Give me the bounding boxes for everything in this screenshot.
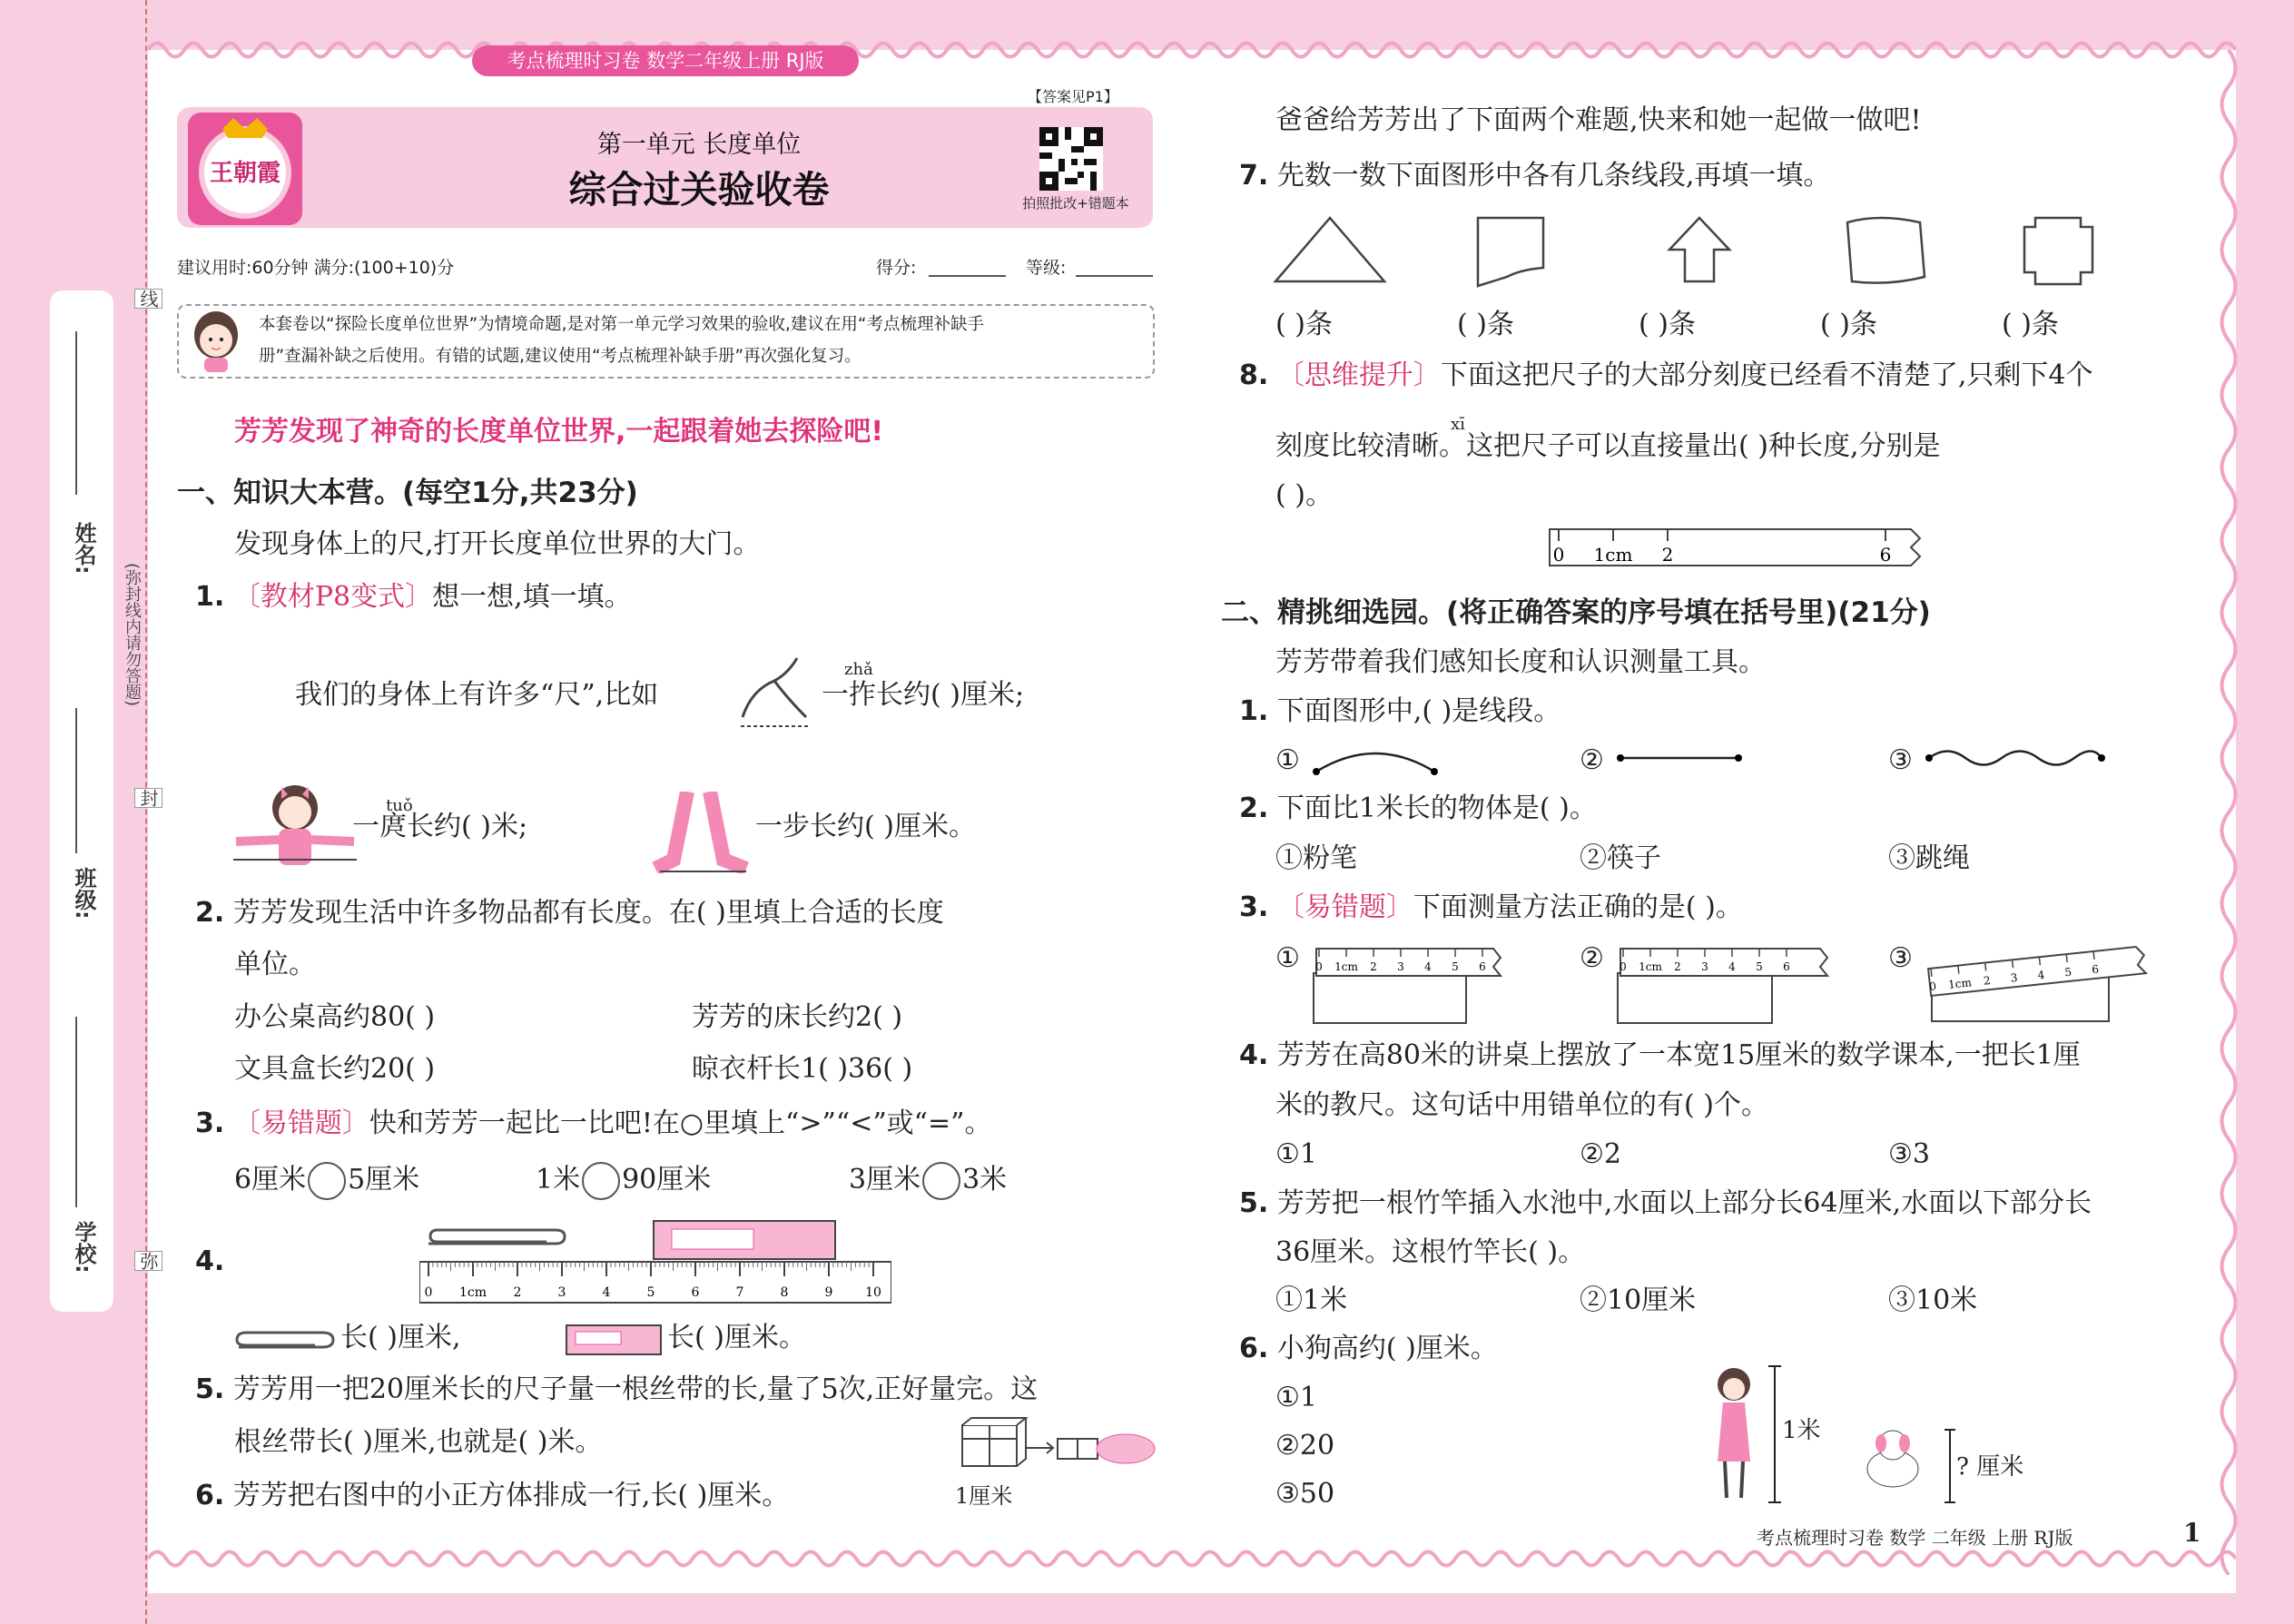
q4-number <box>195 1245 224 1278</box>
c4-text2[interactable]: 米的教尺。这句话中用错单位的有( )个。 <box>1275 1089 1768 1121</box>
c4-text: 芳芳在高80米的讲桌上摆放了一本宽15厘米的数学课本,一把长1厘 <box>1276 1039 2081 1071</box>
ruler-tick-label: 6 <box>1783 960 1790 973</box>
q7-number: 7. <box>1239 160 1269 192</box>
q8-text2[interactable]: 刻度比较清晰。这把尺子可以直接量出( )种长度,分别是 <box>1275 430 1941 462</box>
ruler-tick-label: 0 <box>1928 979 1937 994</box>
q3-compare-1 <box>234 1162 419 1200</box>
ruler-tick-label: 0 <box>424 1285 433 1300</box>
ruler-tick-label: 5 <box>1452 960 1459 973</box>
q5-text2[interactable]: 根丝带长( )厘米,也就是( )米。 <box>234 1426 603 1458</box>
section2-subtitle: 芳芳带着我们感知长度和认识测量工具。 <box>1275 646 1766 678</box>
q2-item-1[interactable]: 办公桌高约80( ) <box>234 1001 436 1033</box>
q2-item-3[interactable]: 文具盒长约20( ) <box>234 1053 436 1085</box>
q6-row <box>195 1480 789 1512</box>
q3-left-1: 6厘米 <box>234 1164 307 1196</box>
grade-label: 等级: <box>1026 258 1067 278</box>
girl-avatar <box>184 306 248 374</box>
q5-row <box>195 1373 1038 1406</box>
ruler-tick <box>2039 957 2040 965</box>
c6-opt-2[interactable]: ②20 <box>1275 1430 1335 1462</box>
class-label: 班级: <box>71 867 96 920</box>
q3-right-1: 5厘米 <box>348 1164 420 1196</box>
class-line <box>75 708 77 853</box>
ruler-tick <box>2066 954 2067 962</box>
ruler-tick-label: 1cm <box>1947 976 1973 991</box>
c3-opt-2[interactable]: ② <box>1580 942 1604 974</box>
unit-title: 第一单元 长度单位 <box>596 131 802 159</box>
ruler-tick <box>1985 963 1986 971</box>
q7-text: 先数一数下面图形中各有几条线段,再填一填。 <box>1276 160 1831 192</box>
ruler-tick-label: 2 <box>1370 960 1377 973</box>
girl-dog-figure <box>1707 1362 1997 1507</box>
section1-subtitle: 发现身体上的尺,打开长度单位世界的大门。 <box>234 528 761 560</box>
c3-ruler-b <box>1616 944 1834 1026</box>
ruler-tick-label: 9 <box>824 1285 833 1300</box>
q8-text3[interactable]: ( )。 <box>1275 479 1333 511</box>
c2-number: 2. <box>1239 792 1269 824</box>
ruler-tick-label: 5 <box>1756 960 1763 973</box>
answer-reference: 【答案见P1】 <box>1028 88 1118 105</box>
compare-circle[interactable] <box>922 1162 960 1200</box>
q7-blank-5[interactable]: ( )条 <box>2002 309 2059 340</box>
q3-left-2: 1米 <box>536 1164 581 1196</box>
c4-number: 4. <box>1239 1039 1269 1071</box>
section1-title <box>177 477 638 509</box>
q1-row <box>195 581 632 614</box>
q2-row <box>195 897 944 930</box>
q4-ruler-figure <box>419 1216 891 1307</box>
qr-caption: 拍照批改+错题本 <box>1022 195 1129 212</box>
c3-text[interactable]: 下面测量方法正确的是( )。 <box>1413 891 1743 923</box>
ruler-tick <box>2093 951 2094 960</box>
ruler-tick-label: 0 <box>1552 544 1565 566</box>
c3-tag: 〔易错题〕 <box>1276 891 1413 923</box>
name-line <box>75 331 77 495</box>
q3-right-2: 90厘米 <box>622 1164 712 1196</box>
ruler-tick-label: 2 <box>1674 960 1681 973</box>
c1-opt-2[interactable]: ② <box>1580 744 1604 776</box>
section2-heading: 二、精挑细选园。(将正确答案的序号填在括号里)(21分) <box>1221 596 1931 629</box>
q7-blank-3[interactable]: ( )条 <box>1639 309 1696 340</box>
ruler-tick-label: 4 <box>2036 968 2046 982</box>
c5-text: 芳芳把一根竹竿插入水池中,水面以上部分长64厘米,水面以下部分长 <box>1276 1187 2092 1219</box>
c6-label-cm: ? 厘米 <box>1956 1453 2024 1481</box>
q3-number: 3. <box>195 1107 225 1139</box>
ruler-tick-label: 1cm <box>1639 960 1662 973</box>
c1-segment <box>1611 744 1748 772</box>
c6-number: 6. <box>1239 1333 1269 1364</box>
q8-row <box>1239 359 2092 392</box>
c4-opt-2[interactable]: ②2 <box>1580 1138 1621 1170</box>
top-wave-border <box>148 36 2236 64</box>
footer-text: 考点梳理时习卷 数学 二年级 上册 RJ版 <box>1757 1527 2073 1549</box>
q8-number: 8. <box>1239 359 1269 391</box>
q4-line-b[interactable]: 长( )厘米。 <box>667 1322 806 1353</box>
q2-item-2[interactable]: 芳芳的床长约2( ) <box>692 1001 903 1033</box>
compare-circle[interactable] <box>308 1162 346 1200</box>
c2-text[interactable]: 下面比1米长的物体是( )。 <box>1276 792 1597 824</box>
q2-number: 2. <box>195 897 225 929</box>
q3-text: 快和芳芳一起比一比吧!在○里填上“>”“<”或“=”。 <box>369 1107 992 1139</box>
q3-compare-2 <box>536 1162 711 1200</box>
exam-title: 综合过关验收卷 <box>568 168 830 212</box>
seal-mi: 弥 <box>134 1251 162 1271</box>
c3-row <box>1239 891 1743 924</box>
grade-line[interactable] <box>1076 275 1153 277</box>
q6-number: 6. <box>195 1480 225 1511</box>
c2-opt-3[interactable]: ③跳绳 <box>1888 842 1970 874</box>
pinyin-tuo: tuǒ <box>386 796 413 815</box>
hand-span-icon <box>733 654 815 735</box>
time-meta: 建议用时:60分钟 满分:(100+10)分 <box>177 258 455 278</box>
c2-opt-2[interactable]: ②筷子 <box>1580 842 1661 874</box>
section1-heading: 一、知识大本营。(每空1分,共23分) <box>177 477 638 509</box>
ruler-tick-label: 5 <box>2063 965 2072 979</box>
girl-arms-icon <box>231 776 359 876</box>
ruler-tick-label: 7 <box>735 1285 744 1300</box>
q5-number: 5. <box>195 1373 225 1405</box>
ruler-tick-label: 3 <box>1701 960 1708 973</box>
q4-line-a[interactable]: 长( )厘米, <box>340 1322 461 1353</box>
c4-opt-1[interactable]: ①1 <box>1275 1138 1317 1170</box>
ruler-tick-label: 3 <box>2010 970 2019 985</box>
seal-line <box>145 0 147 1624</box>
ruler-tick-label: 1cm <box>1593 544 1633 566</box>
walking-legs-icon <box>646 792 755 873</box>
q1-line-c: 一庹长约( )米; <box>352 811 528 842</box>
c5-opt-1[interactable]: ①1米 <box>1275 1284 1348 1316</box>
q7-blank-2[interactable]: ( )条 <box>1457 309 1514 340</box>
q5-text: 芳芳用一把20厘米长的尺子量一根丝带的长,量了5次,正好量完。这 <box>232 1373 1039 1405</box>
ruler-tick-label: 5 <box>646 1285 655 1300</box>
q1-line-a: 我们的身体上有许多“尺”,比如 <box>295 679 659 711</box>
q2-item-4[interactable]: 晾衣杆长1( )36( ) <box>692 1053 913 1085</box>
ruler-tick-label: 0 <box>1315 960 1323 973</box>
q7-blank-1[interactable]: ( )条 <box>1275 309 1333 340</box>
c4-opt-3[interactable]: ③3 <box>1888 1138 1930 1170</box>
ruler-tick-label: 2 <box>1661 544 1674 566</box>
section2-title <box>1221 596 1931 630</box>
c1-wavy <box>1920 744 2111 772</box>
q6-caption: 1厘米 <box>955 1483 1013 1509</box>
q1-number: 1. <box>195 581 225 613</box>
ruler-tick-label: 4 <box>1728 960 1736 973</box>
logo-text: 王朝霞 <box>209 160 281 187</box>
c1-number: 1. <box>1239 695 1269 727</box>
cubes-figure <box>958 1416 1157 1480</box>
q3-left-3: 3厘米 <box>849 1164 921 1196</box>
ruler-tick-label: 6 <box>1879 544 1892 566</box>
q3-right-3: 3米 <box>962 1164 1008 1196</box>
ruler-tick-label: 6 <box>2091 962 2100 977</box>
q7-row <box>1239 160 1830 192</box>
school-line <box>75 1017 77 1207</box>
ruler-tick-label: 2 <box>1983 974 1992 988</box>
score-line[interactable] <box>929 275 1006 277</box>
q4-num: 4. <box>195 1245 225 1277</box>
c3-number: 3. <box>1239 891 1269 923</box>
q2-text2: 单位。 <box>234 949 316 980</box>
c5-opt-3[interactable]: ③10米 <box>1888 1284 1978 1316</box>
student-info-strip <box>50 290 113 1312</box>
c5-opt-2[interactable]: ②10厘米 <box>1580 1284 1697 1316</box>
seal-note: (弥封线内请勿答题) <box>123 563 142 707</box>
q1-line-b: 一拃长约( )厘米; <box>822 679 1025 711</box>
q1-line-d: 一步长约( )厘米。 <box>755 811 976 842</box>
ruler-tick-label: 1cm <box>1334 960 1358 973</box>
c2-row <box>1239 792 1597 825</box>
pinyin-zha: zhǎ <box>844 660 873 679</box>
c6-opt-1[interactable]: ①1 <box>1275 1382 1317 1413</box>
ruler-tick <box>1958 966 1959 974</box>
eraser-icon <box>565 1322 665 1358</box>
right-wave-border <box>2215 50 2242 1575</box>
c6-row <box>1239 1333 1498 1365</box>
school-label: 学校: <box>71 1221 96 1274</box>
q7-blank-4[interactable]: ( )条 <box>1820 309 1877 340</box>
c6-label-1m: 1米 <box>1782 1417 1821 1444</box>
ruler-tick-label: 6 <box>691 1285 700 1300</box>
c5-text2[interactable]: 36厘米。这根竹竿长( )。 <box>1275 1236 1586 1268</box>
q3-tag: 〔易错题〕 <box>232 1107 369 1139</box>
ruler-tick-label: 4 <box>1424 960 1432 973</box>
pinyin-xi: xī <box>1451 415 1465 434</box>
c1-arc <box>1307 740 1443 781</box>
page-number: 1 <box>2183 1518 2201 1548</box>
c2-opt-1[interactable]: ①粉笔 <box>1275 842 1357 874</box>
q7-shapes <box>1271 213 2179 295</box>
q8-ruler <box>1548 525 1925 570</box>
ruler-tick <box>1931 969 1932 977</box>
seal-feng: 封 <box>134 788 162 808</box>
c5-row <box>1239 1187 2092 1220</box>
q1-tag: 〔教材P8变式〕 <box>232 581 433 613</box>
ruler-tick-label: 1cm <box>458 1285 487 1300</box>
c1-text[interactable]: 下面图形中,( )是线段。 <box>1276 695 1561 727</box>
c6-text[interactable]: 小狗高约( )厘米。 <box>1276 1333 1498 1364</box>
q3-compare-3 <box>849 1162 1007 1200</box>
q8-tag: 〔思维提升〕 <box>1276 359 1441 391</box>
c3-ruler-c <box>1925 935 2151 1026</box>
q2-text: 芳芳发现生活中许多物品都有长度。在( )里填上合适的长度 <box>232 897 944 929</box>
series-pill: 考点梳理时习卷 数学二年级上册 RJ版 <box>472 45 859 76</box>
c1-row <box>1239 695 1561 728</box>
c3-opt-1[interactable]: ① <box>1275 942 1300 974</box>
c3-opt-3[interactable]: ③ <box>1888 942 1913 974</box>
q3-row <box>195 1107 992 1140</box>
c5-number: 5. <box>1239 1187 1269 1219</box>
q1-text: 想一想,填一填。 <box>432 581 632 613</box>
q8-text: 下面这把尺子的大部分刻度已经看不清楚了,只剩下4个 <box>1440 359 2093 391</box>
left-headline: 芳芳发现了神奇的长度单位世界,一起跟着她去探险吧! <box>234 416 884 448</box>
ruler-tick-label: 0 <box>1620 960 1627 973</box>
intro-note-line2: 册”查漏补缺之后使用。有错的试题,建议使用“考点梳理补缺手册”再次强化复习。 <box>259 347 861 366</box>
c6-opt-3[interactable]: ③50 <box>1275 1478 1335 1510</box>
ruler-tick-label: 3 <box>557 1285 566 1300</box>
seal-xian: 线 <box>134 289 162 309</box>
intro-note-line1: 本套卷以“探险长度单位世界”为情境命题,是对第一单元学习效果的验收,建议在用“考点梳理补缺手 <box>259 315 985 334</box>
c4-row <box>1239 1039 2081 1072</box>
name-label: 姓名: <box>71 522 96 575</box>
ruler-tick-label: 8 <box>780 1285 789 1300</box>
brand-logo <box>186 111 304 227</box>
qr-code[interactable] <box>1039 127 1103 191</box>
c1-opt-3[interactable]: ③ <box>1888 744 1913 776</box>
right-intro: 爸爸给芳芳出了下面两个难题,快来和她一起做一做吧! <box>1275 104 1922 136</box>
ruler-tick-label: 3 <box>1397 960 1404 973</box>
ruler-tick-label: 4 <box>602 1285 611 1300</box>
c3-ruler-a <box>1312 944 1502 1026</box>
q6-text[interactable]: 芳芳把右图中的小正方体排成一行,长( )厘米。 <box>232 1480 790 1511</box>
score-label: 得分: <box>876 258 917 278</box>
compare-circle[interactable] <box>582 1162 620 1200</box>
ruler-tick-label: 6 <box>1479 960 1486 973</box>
c1-opt-1[interactable]: ① <box>1275 744 1300 776</box>
paperclip-icon <box>231 1325 340 1354</box>
ruler-tick-label: 10 <box>865 1285 881 1300</box>
ruler-tick-label: 2 <box>513 1285 522 1300</box>
